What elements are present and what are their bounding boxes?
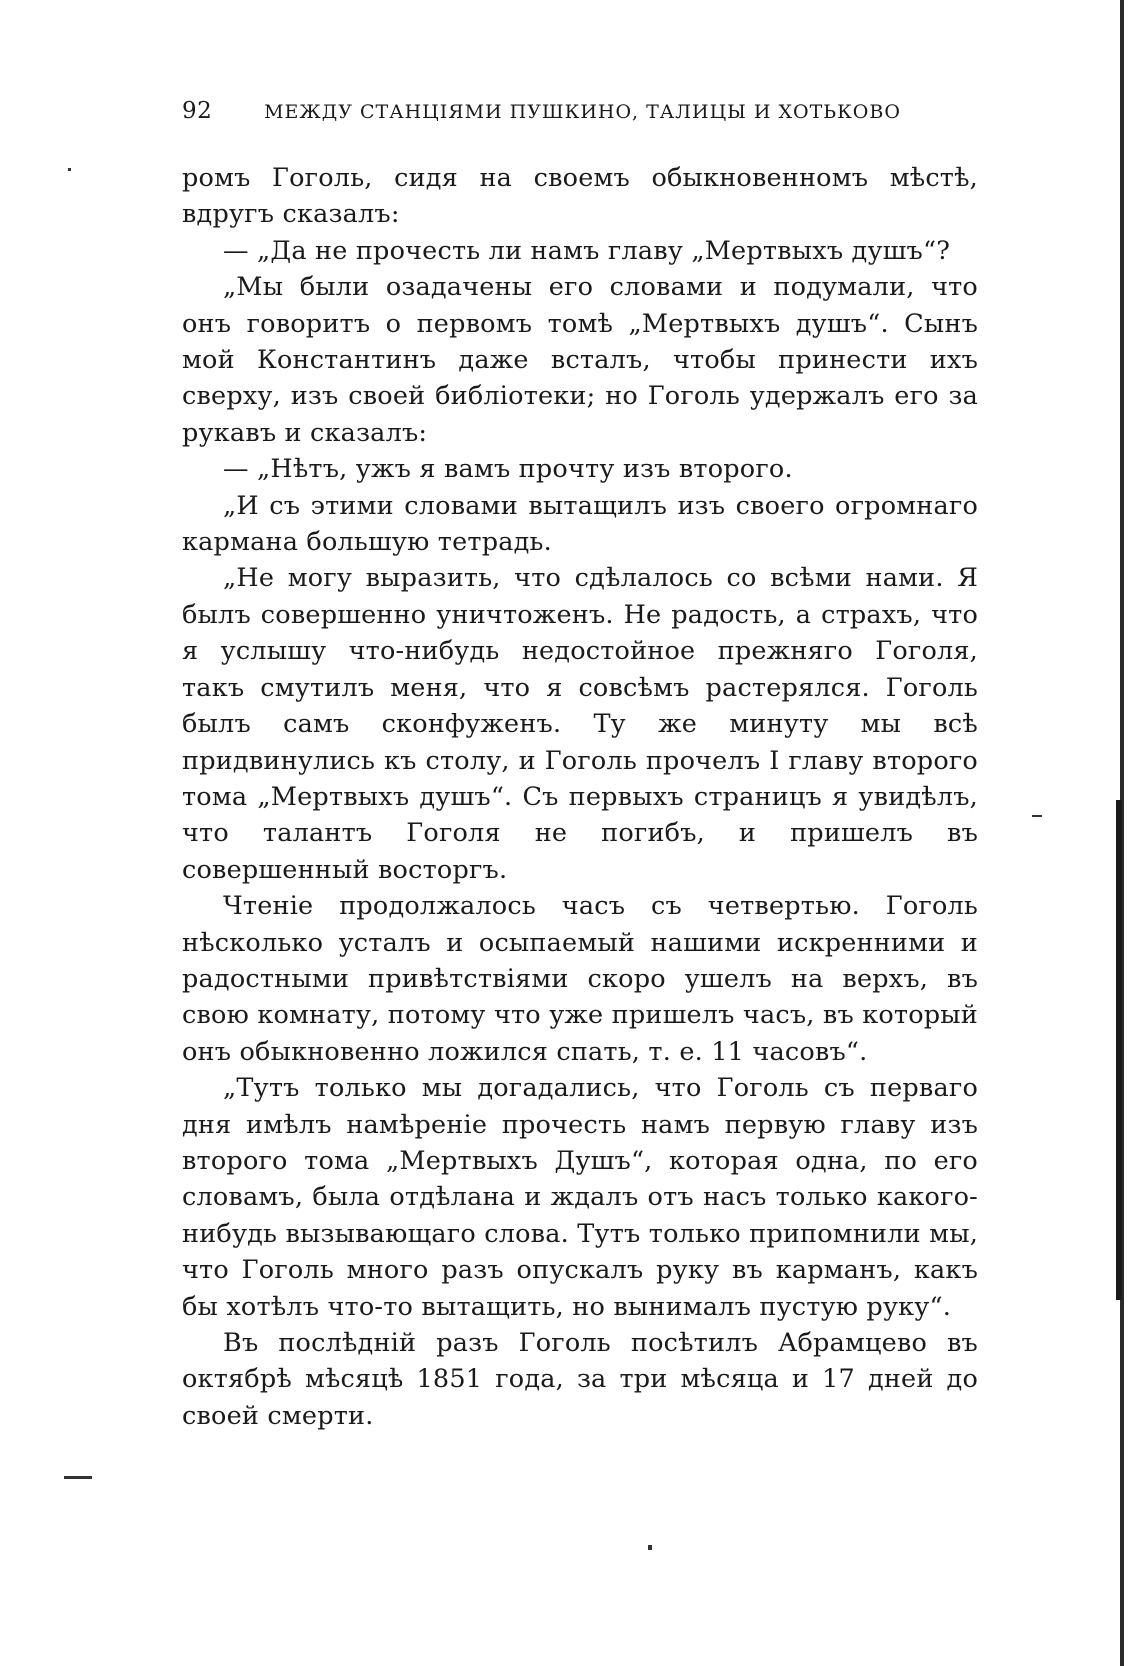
paragraph: „И съ этими словами вытащилъ изъ своего огромнаго кармана большую тетрадь.	[182, 490, 978, 558]
body-text	[182, 160, 978, 1434]
paragraph: „Не могу выразить, что сдѣлалось со всѣми нами. Я былъ совершенно уничтоженъ. Не радость, а страхъ, что я услышу что-нибудь недостойное прежняго Гоголя, такъ смутилъ меня, что я совсѣмъ растерялся. Гоголь былъ самъ сконфуженъ. Ту же минуту мы всѣ придвинулись къ столу, и Гоголь прочелъ I главу второго тома „Мертвыхъ душъ“. Съ первыхъ страницъ я увидѣлъ, что талантъ Гоголя не погибъ, и пришелъ въ совершенный восторгъ.	[182, 563, 978, 885]
page-number: 92	[182, 98, 213, 124]
scan-speck	[648, 1545, 652, 1550]
scan-speck	[68, 168, 71, 171]
paragraph: Чтеніе продолжалось часъ съ четвертью. Гоголь нѣсколько усталъ и осыпаемый нашими искренними и радостными привѣтствіями скоро ушелъ на верхъ, въ свою комнату, потому что уже пришелъ часъ, въ который онъ обыкновенно ложился спать, т. е. 11 часовъ“.	[182, 891, 978, 1067]
scan-speck	[64, 1476, 92, 1479]
scan-edge-shadow	[1116, 800, 1122, 1300]
paragraph: Въ послѣдній разъ Гоголь посѣтилъ Абрамцево въ октябрѣ мѣсяцѣ 1851 года, за три мѣсяца и 17 дней до своей смерти.	[182, 1328, 978, 1431]
paragraph: „Мы были озадачены его словами и подумали, что онъ говоритъ о первомъ томѣ „Мертвыхъ душъ“. Сынъ мой Константинъ даже всталъ, чтобы принести ихъ сверху, изъ своей библіотеки; но Гоголь удержалъ его за рукавъ и сказалъ:	[182, 272, 978, 448]
paragraph: — „Да не прочесть ли намъ главу „Мертвыхъ душъ“?	[223, 235, 951, 266]
paragraph: — „Нѣтъ, ужъ я вамъ прочту изъ второго.	[223, 454, 793, 485]
paragraph: ромъ Гоголь, сидя на своемъ обыкновенномъ мѣстѣ, вдругъ сказалъ:	[182, 163, 978, 230]
scan-speck	[1032, 815, 1042, 817]
running-header	[182, 98, 922, 124]
running-title: МЕЖДУ СТАНЦІЯМИ ПУШКИНО, ТАЛИЦЫ И ХОТЬКОВО	[264, 101, 901, 123]
paragraph: „Тутъ только мы догадались, что Гоголь съ перваго дня имѣлъ намѣреніе прочесть намъ первую главу изъ второго тома „Мертвыхъ Душъ“, которая одна, по его словамъ, была отдѣлана и ждалъ отъ насъ только какого-нибудь вызывающаго слова. Тутъ только припомнили мы, что Гоголь много разъ опускалъ руку въ карманъ, какъ бы хотѣлъ что-то вытащить, но вынималъ пустую руку“.	[182, 1073, 978, 1322]
